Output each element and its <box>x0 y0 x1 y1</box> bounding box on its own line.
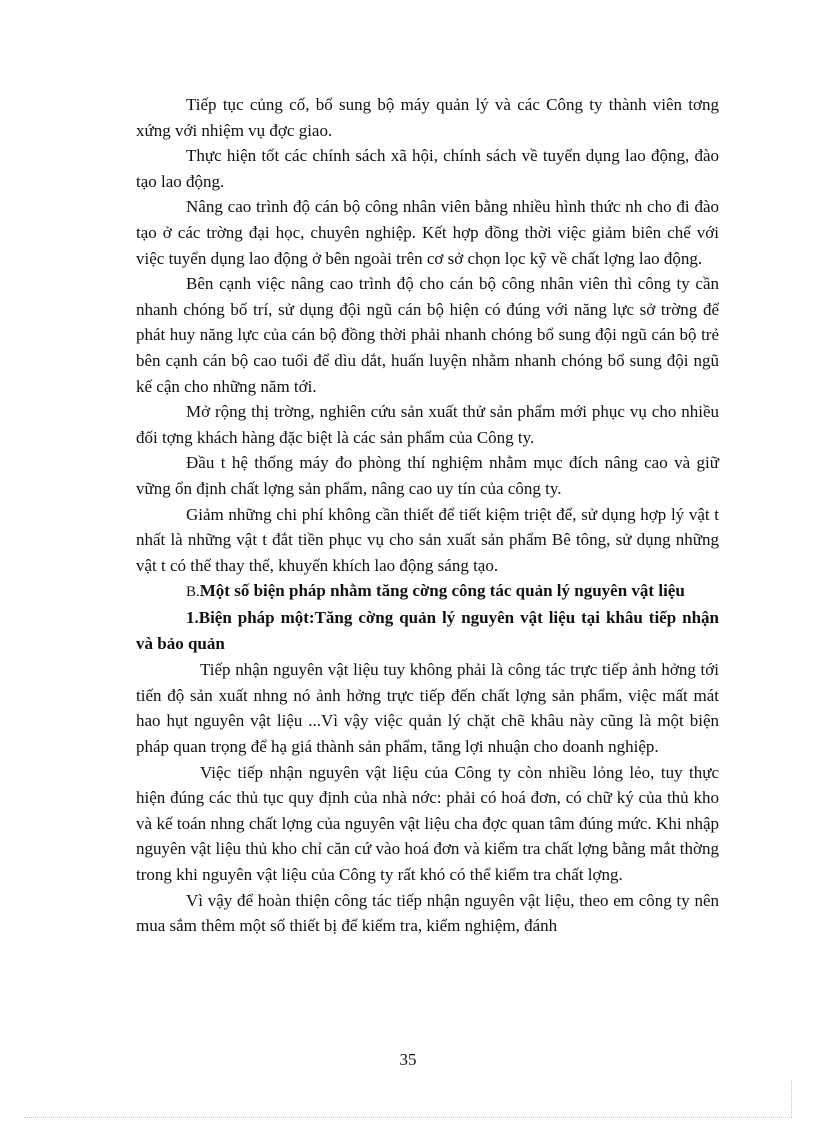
paragraph: Vì vậy để hoàn thiện công tác tiếp nhận nguyên vật liệu, theo em công ty nên mua sắm thêm một số thiết bị để kiểm tra, kiểm nghiệm, đánh <box>136 890 719 936</box>
section-prefix: B. <box>186 584 200 601</box>
paragraph: Tiếp nhận nguyên vật liệu tuy không phải là công tác trực tiếp ảnh hởng tới tiến độ sản xuất nhng nó ảnh hởng trực tiếp đến chất lợng sản phẩm, việc mất mát hao hụt nguyên vật liệu ...Vì vậy việc quản lý chặt chẽ khâu này cũng là một biện pháp quan trọng để hạ giá thành sản phẩm, tăng lợi nhuận cho doanh nghiệp. <box>136 660 719 757</box>
paragraph: Tiếp tục củng cố, bổ sung bộ máy quản lý và các Công ty thành viên tơng xứng với nhiệm vụ đợc giao. <box>136 95 719 140</box>
paragraph: Thực hiện tốt các chính sách xã hội, chính sách về tuyển dụng lao động, đào tạo lao động. <box>136 146 719 191</box>
paragraph: Nâng cao trình độ cán bộ công nhân viên bằng nhiều hình thức nh cho đi đào tạo ở các trờng đại học, chuyên nghiệp. Kết hợp đồng thời việc giảm biên chế với việc tuyển dụng lao động ở bên ngoài trên cơ sở chọn lọc kỹ về chất lợng lao động. <box>136 197 719 268</box>
paragraph: Bên cạnh việc nâng cao trình độ cho cán bộ công nhân viên thì công ty cần nhanh chóng bố trí, sử dụng đội ngũ cán bộ hiện có đúng với năng lực sở trờng để phát huy năng lực của cán bộ đồng thời phải nhanh chóng bổ sung đội ngũ cán bộ trẻ bên cạnh cán bộ cao tuổi để dìu dắt, huấn luyện nhằm nhanh chóng bổ sung đội ngũ kế cận cho những năm tới. <box>136 274 719 396</box>
section-title: Một số biện pháp nhằm tăng cờng công tác quản lý nguyên vật liệu <box>199 581 685 601</box>
paragraph: Mở rộng thị trờng, nghiên cứu sản xuất thử sản phẩm mới phục vụ cho nhiều đối tợng khách hàng đặc biệt là các sản phẩm của Công ty. <box>136 402 719 447</box>
paragraph: Việc tiếp nhận nguyên vật liệu của Công ty còn nhiều lỏng lẻo, tuy thực hiện đúng các thủ tục quy định của nhà nớc: phải có hoá đơn, có chữ ký của thủ kho và kế toán nhng chất lợng của nguyên vật liệu cha đợc quan tâm đúng mức. Khi nhập nguyên vật liệu thủ kho chỉ căn cứ vào hoá đơn và kiểm tra chất lợng bằng mắt thờng trong khi nguyên vật liệu của Công ty rất khó có thể kiểm tra chất lợng. <box>136 762 719 885</box>
page-border-right <box>791 1080 792 1117</box>
page-body <box>136 92 719 939</box>
subsection-heading: 1.Biện pháp một:Tăng cờng quản lý nguyên vật liệu tại khâu tiếp nhận và bảo quản <box>136 608 719 654</box>
paragraph: Đầu t hệ thống máy đo phòng thí nghiệm nhằm mục đích nâng cao và giữ vững ổn định chất lợng sản phẩm, nâng cao uy tín của công ty. <box>136 453 719 498</box>
page-number: 35 <box>399 1050 417 1069</box>
page-border-bottom <box>24 1117 792 1118</box>
paragraph: Giảm những chi phí không cần thiết để tiết kiệm triệt để, sử dụng hợp lý vật t nhất là những vật t đắt tiền phục vụ cho sản xuất sản phẩm Bê tông, sử dụng những vật t có thể thay thế, khuyến khích lao động sáng tạo. <box>136 504 719 575</box>
section-heading <box>136 578 719 605</box>
